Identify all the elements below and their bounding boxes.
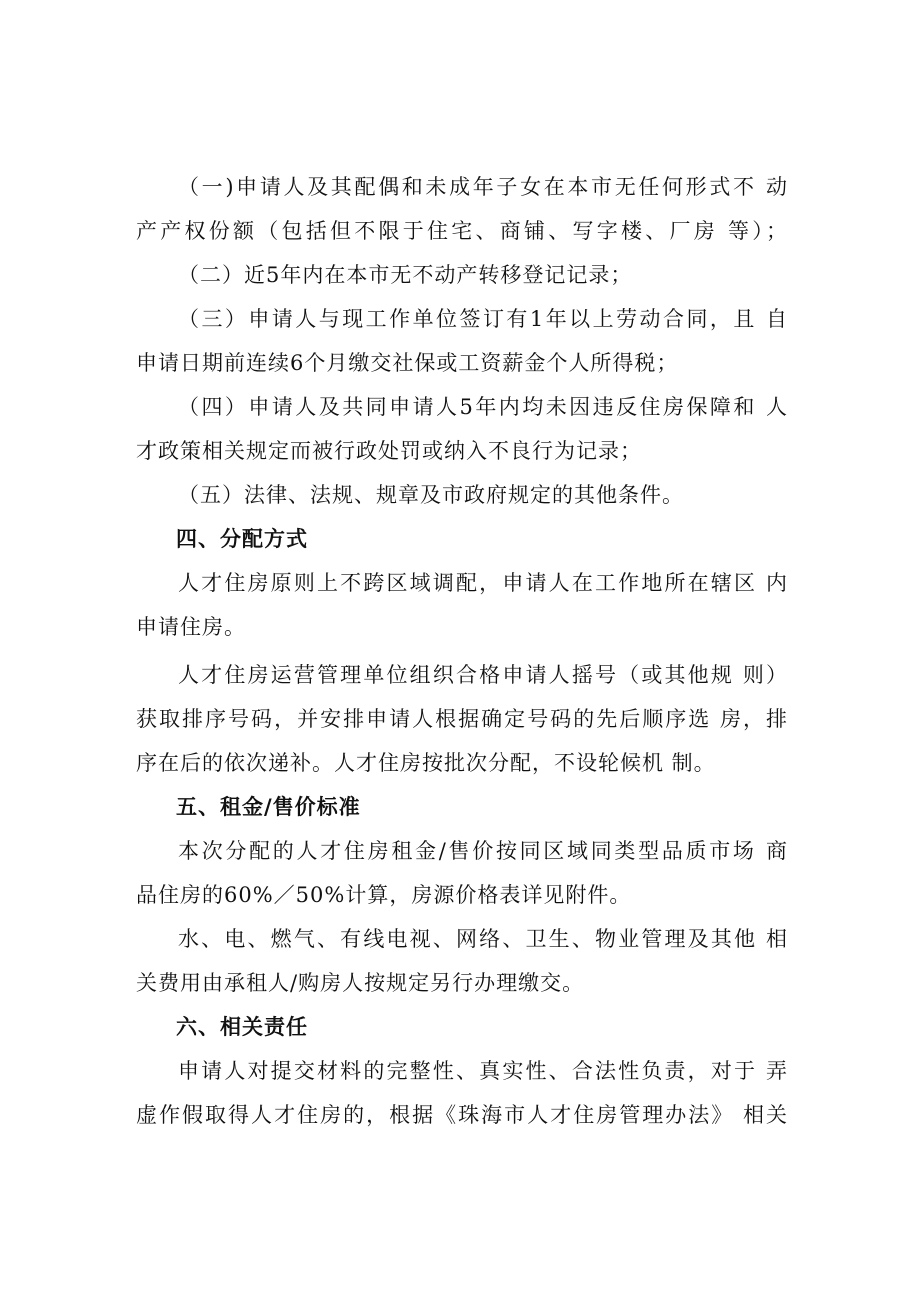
paragraph-line: 品住房的60%／50%计算，房源价格表详见附件。 — [136, 883, 632, 907]
paragraph-line: 才政策相关规定而被行政处罚或纳入不良行为记录； — [136, 439, 642, 463]
paragraph-line: （五）法律、法规、规章及市政府规定的其他条件。 — [178, 483, 684, 507]
paragraph-line: 产产权份额（包括但不限于住宅、商铺、写字楼、厂房 等）； — [136, 219, 788, 243]
paragraph-line: （三）申请人与现工作单位签订有1年以上劳动合同，且 自 — [178, 307, 788, 331]
paragraph-line: 虚作假取得人才住房的，根据《珠海市人才住房管理办法》 相关 — [136, 1103, 788, 1127]
paragraph-line: 关费用由承租人/购房人按规定另行办理缴交。 — [136, 971, 585, 995]
paragraph-line: 申请人对提交材料的完整性、真实性、合法性负责，对于 弄 — [178, 1059, 788, 1083]
paragraph-line: 获取排序号码，并安排申请人根据确定号码的先后顺序选 房，排 — [136, 707, 788, 731]
paragraph-line: （四）申请人及共同申请人5年内均未因违反住房保障和 人 — [178, 395, 788, 419]
paragraph-line: （二）近5年内在本市无不动产转移登记记录； — [178, 263, 633, 287]
paragraph-line: 人才住房运营管理单位组织合格申请人摇号（或其他规 则） — [178, 663, 788, 687]
section-heading-responsibility: 六、相关责任 — [176, 1015, 308, 1039]
paragraph-line: 水、电、燃气、有线电视、网络、卫生、物业管理及其他 相 — [178, 927, 788, 951]
paragraph-line: 本次分配的人才住房租金/售价按同区域同类型品质市场 商 — [178, 839, 788, 863]
section-heading-allocation: 四、分配方式 — [176, 527, 308, 551]
paragraph-line: 申请日期前连续6个月缴交社保或工资薪金个人所得税； — [136, 351, 679, 375]
paragraph-line: 人才住房原则上不跨区域调配，申请人在工作地所在辖区 内 — [178, 571, 788, 595]
paragraph-line: （一)申请人及其配偶和未成年子女在本市无任何形式不 动 — [178, 175, 788, 199]
paragraph-line: 申请住房。 — [136, 615, 246, 639]
section-heading-price: 五、租金/售价标准 — [176, 795, 361, 819]
paragraph-line: 序在后的依次递补。人才住房按批次分配，不设轮候机 制。 — [136, 751, 716, 775]
